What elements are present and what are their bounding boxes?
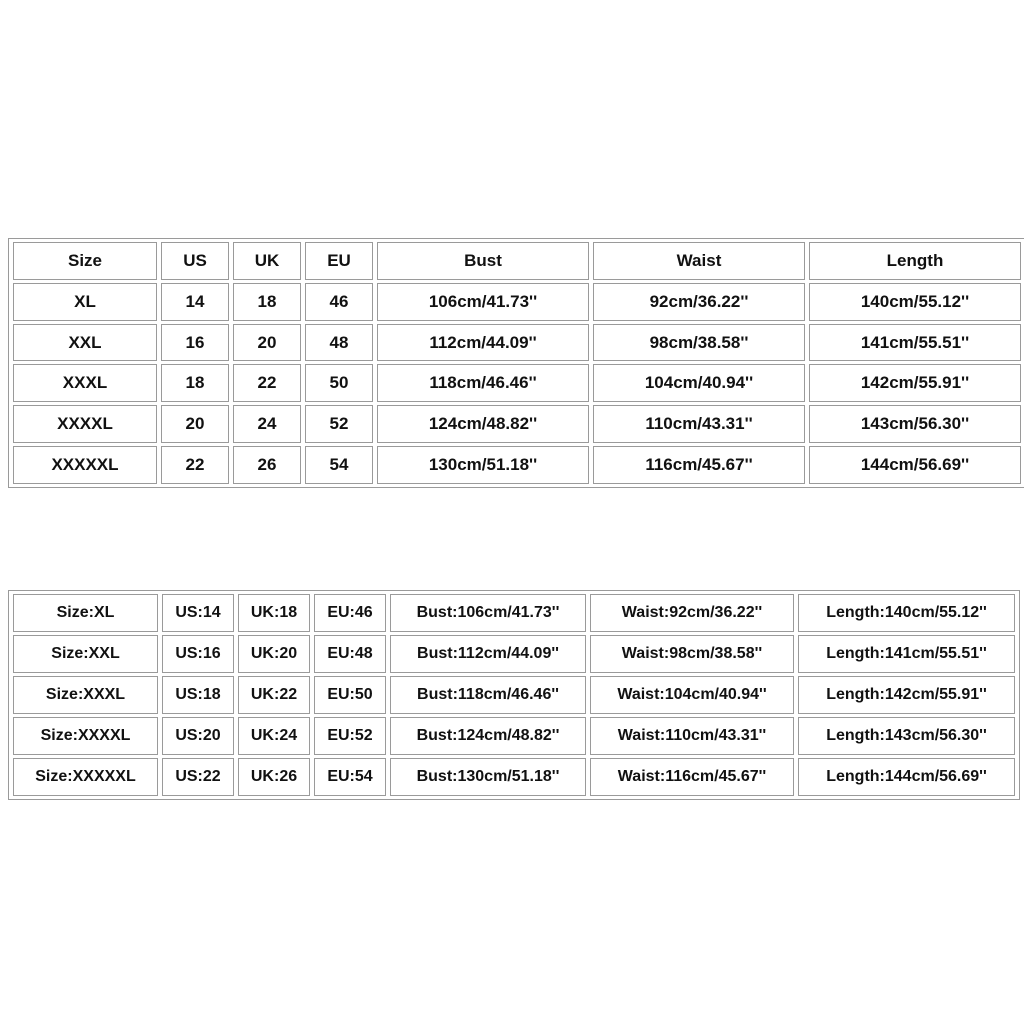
- cell-us: US:14: [162, 594, 234, 632]
- table-row: [13, 364, 1021, 402]
- cell-size: Size:XXXXL: [13, 717, 158, 755]
- cell-bust: Bust:130cm/51.18'': [390, 758, 586, 796]
- cell-size: Size:XXL: [13, 635, 158, 673]
- cell-eu: 52: [305, 405, 373, 443]
- cell-waist: 98cm/38.58'': [593, 324, 805, 362]
- cell-size: Size:XXXL: [13, 676, 158, 714]
- cell-eu: EU:52: [314, 717, 386, 755]
- cell-waist: Waist:92cm/36.22'': [590, 594, 794, 632]
- cell-length: 143cm/56.30'': [809, 405, 1021, 443]
- cell-size: XXXXXL: [13, 446, 157, 484]
- cell-bust: Bust:118cm/46.46'': [390, 676, 586, 714]
- header-bust: Bust: [377, 242, 589, 280]
- cell-waist: 110cm/43.31'': [593, 405, 805, 443]
- table-row: [13, 676, 1015, 714]
- size-chart-table: [8, 238, 1024, 488]
- cell-us: 20: [161, 405, 229, 443]
- cell-bust: 106cm/41.73'': [377, 283, 589, 321]
- cell-us: 14: [161, 283, 229, 321]
- cell-us: US:18: [162, 676, 234, 714]
- cell-bust: 124cm/48.82'': [377, 405, 589, 443]
- cell-length: Length:143cm/56.30'': [798, 717, 1015, 755]
- table-row: [13, 594, 1015, 632]
- size-chart-labeled-table: [8, 590, 1020, 800]
- cell-length: 142cm/55.91'': [809, 364, 1021, 402]
- cell-uk: UK:24: [238, 717, 310, 755]
- cell-eu: EU:46: [314, 594, 386, 632]
- cell-uk: UK:22: [238, 676, 310, 714]
- cell-bust: Bust:124cm/48.82'': [390, 717, 586, 755]
- table-header-row: [13, 242, 1021, 280]
- header-eu: EU: [305, 242, 373, 280]
- cell-length: 141cm/55.51'': [809, 324, 1021, 362]
- cell-size: XXXXL: [13, 405, 157, 443]
- cell-eu: 54: [305, 446, 373, 484]
- cell-length: 144cm/56.69'': [809, 446, 1021, 484]
- cell-eu: EU:50: [314, 676, 386, 714]
- cell-us: 22: [161, 446, 229, 484]
- cell-waist: Waist:110cm/43.31'': [590, 717, 794, 755]
- cell-waist: Waist:104cm/40.94'': [590, 676, 794, 714]
- cell-length: Length:140cm/55.12'': [798, 594, 1015, 632]
- cell-eu: EU:48: [314, 635, 386, 673]
- cell-bust: 118cm/46.46'': [377, 364, 589, 402]
- cell-eu: 46: [305, 283, 373, 321]
- table-row: [13, 405, 1021, 443]
- cell-eu: 48: [305, 324, 373, 362]
- cell-waist: 104cm/40.94'': [593, 364, 805, 402]
- cell-uk: 24: [233, 405, 301, 443]
- header-waist: Waist: [593, 242, 805, 280]
- cell-eu: 50: [305, 364, 373, 402]
- cell-us: US:22: [162, 758, 234, 796]
- cell-bust: Bust:106cm/41.73'': [390, 594, 586, 632]
- cell-uk: 22: [233, 364, 301, 402]
- table-row: [13, 758, 1015, 796]
- cell-length: Length:142cm/55.91'': [798, 676, 1015, 714]
- cell-waist: Waist:116cm/45.67'': [590, 758, 794, 796]
- table-row: [13, 717, 1015, 755]
- cell-uk: UK:26: [238, 758, 310, 796]
- cell-us: 18: [161, 364, 229, 402]
- cell-us: US:16: [162, 635, 234, 673]
- header-length: Length: [809, 242, 1021, 280]
- cell-bust: 112cm/44.09'': [377, 324, 589, 362]
- cell-eu: EU:54: [314, 758, 386, 796]
- cell-length: Length:141cm/55.51'': [798, 635, 1015, 673]
- cell-size: XXXL: [13, 364, 157, 402]
- header-uk: UK: [233, 242, 301, 280]
- cell-size: XL: [13, 283, 157, 321]
- cell-size: Size:XL: [13, 594, 158, 632]
- cell-bust: 130cm/51.18'': [377, 446, 589, 484]
- cell-size: XXL: [13, 324, 157, 362]
- cell-bust: Bust:112cm/44.09'': [390, 635, 586, 673]
- table-row: [13, 324, 1021, 362]
- cell-waist: 92cm/36.22'': [593, 283, 805, 321]
- cell-length: Length:144cm/56.69'': [798, 758, 1015, 796]
- cell-length: 140cm/55.12'': [809, 283, 1021, 321]
- cell-us: US:20: [162, 717, 234, 755]
- table-row: [13, 446, 1021, 484]
- cell-uk: 20: [233, 324, 301, 362]
- header-us: US: [161, 242, 229, 280]
- cell-waist: Waist:98cm/38.58'': [590, 635, 794, 673]
- cell-uk: UK:18: [238, 594, 310, 632]
- cell-waist: 116cm/45.67'': [593, 446, 805, 484]
- cell-us: 16: [161, 324, 229, 362]
- table-row: [13, 635, 1015, 673]
- header-size: Size: [13, 242, 157, 280]
- table-row: [13, 283, 1021, 321]
- cell-size: Size:XXXXXL: [13, 758, 158, 796]
- cell-uk: 26: [233, 446, 301, 484]
- cell-uk: UK:20: [238, 635, 310, 673]
- cell-uk: 18: [233, 283, 301, 321]
